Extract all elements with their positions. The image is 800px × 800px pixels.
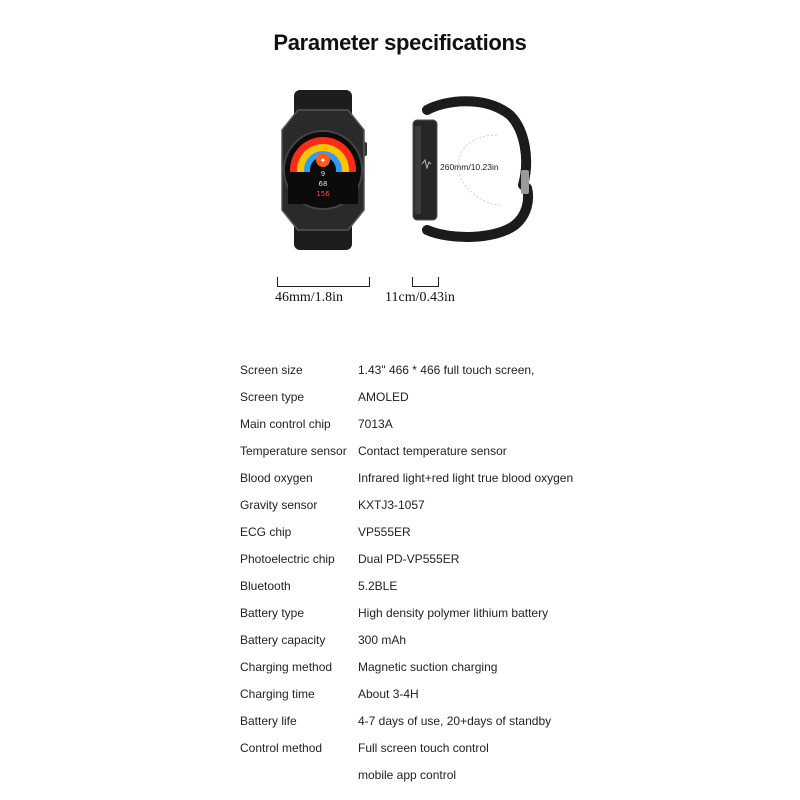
spec-value: Magnetic suction charging <box>358 659 498 674</box>
spec-label: Bluetooth <box>240 578 291 593</box>
spec-value: mobile app control <box>358 767 457 782</box>
spec-label: Control method <box>240 740 323 755</box>
spec-value: 4-7 days of use, 20+days of standby <box>358 713 552 728</box>
page-title: Parameter specifications <box>273 30 527 55</box>
spec-label: Temperature sensor <box>240 443 347 458</box>
spec-label: Gravity sensor <box>240 497 318 512</box>
table-row <box>240 464 680 491</box>
table-row <box>240 518 680 545</box>
spec-label: Charging time <box>240 686 315 701</box>
spec-value: Dual PD-VP555ER <box>358 551 460 566</box>
table-row <box>240 572 680 599</box>
spec-label: Photoelectric chip <box>240 551 335 566</box>
table-row <box>240 491 680 518</box>
table-row <box>240 680 680 707</box>
table-row <box>240 734 680 761</box>
spec-label: Battery life <box>240 713 297 728</box>
spec-label: Screen type <box>240 389 305 404</box>
spec-label: Blood oxygen <box>240 470 313 485</box>
spec-value: KXTJ3-1057 <box>358 497 425 512</box>
spec-label: Charging method <box>240 659 333 674</box>
table-row <box>240 626 680 653</box>
spec-value: About 3-4H <box>358 686 419 701</box>
table-row <box>240 410 680 437</box>
table-row <box>240 437 680 464</box>
width-bracket <box>277 277 370 287</box>
table-row <box>240 707 680 734</box>
watch-value-3: 156 <box>316 190 330 198</box>
spec-value: Contact temperature sensor <box>358 443 507 458</box>
svg-text:✦: ✦ <box>319 156 327 165</box>
spec-value: AMOLED <box>358 389 409 404</box>
spec-value: 300 mAh <box>358 632 407 647</box>
table-row <box>240 653 680 680</box>
table-row <box>240 383 680 410</box>
spec-label: Battery type <box>240 605 305 620</box>
spec-value: Full screen touch control <box>358 740 489 755</box>
table-row <box>240 599 680 626</box>
watch-value-2: 68 <box>318 180 328 188</box>
width-dimension-label: 46mm/1.8in <box>275 290 344 305</box>
spec-value: High density polymer lithium battery <box>358 605 549 620</box>
spec-label: ECG chip <box>240 524 292 539</box>
spec-value: 7013A <box>358 416 393 431</box>
table-row <box>240 761 680 788</box>
circumference-label: 260mm/10.23in <box>440 162 499 172</box>
watch-value-1: 9 <box>320 170 326 178</box>
table-row <box>240 356 680 383</box>
spec-label: Battery capacity <box>240 632 326 647</box>
spec-value: Infrared light+red light true blood oxygen <box>358 470 574 485</box>
thickness-dimension-label: 11cm/0.43in <box>385 290 455 305</box>
watch-front-image <box>268 90 378 250</box>
spec-value: 1.43" 466 * 466 full touch screen, <box>358 362 535 377</box>
thickness-bracket <box>412 277 439 287</box>
spec-value: VP555ER <box>358 524 411 539</box>
spec-table <box>240 356 680 788</box>
spec-label: Screen size <box>240 362 303 377</box>
spec-value: 5.2BLE <box>358 578 398 593</box>
table-row <box>240 545 680 572</box>
spec-label: Main control chip <box>240 416 331 431</box>
